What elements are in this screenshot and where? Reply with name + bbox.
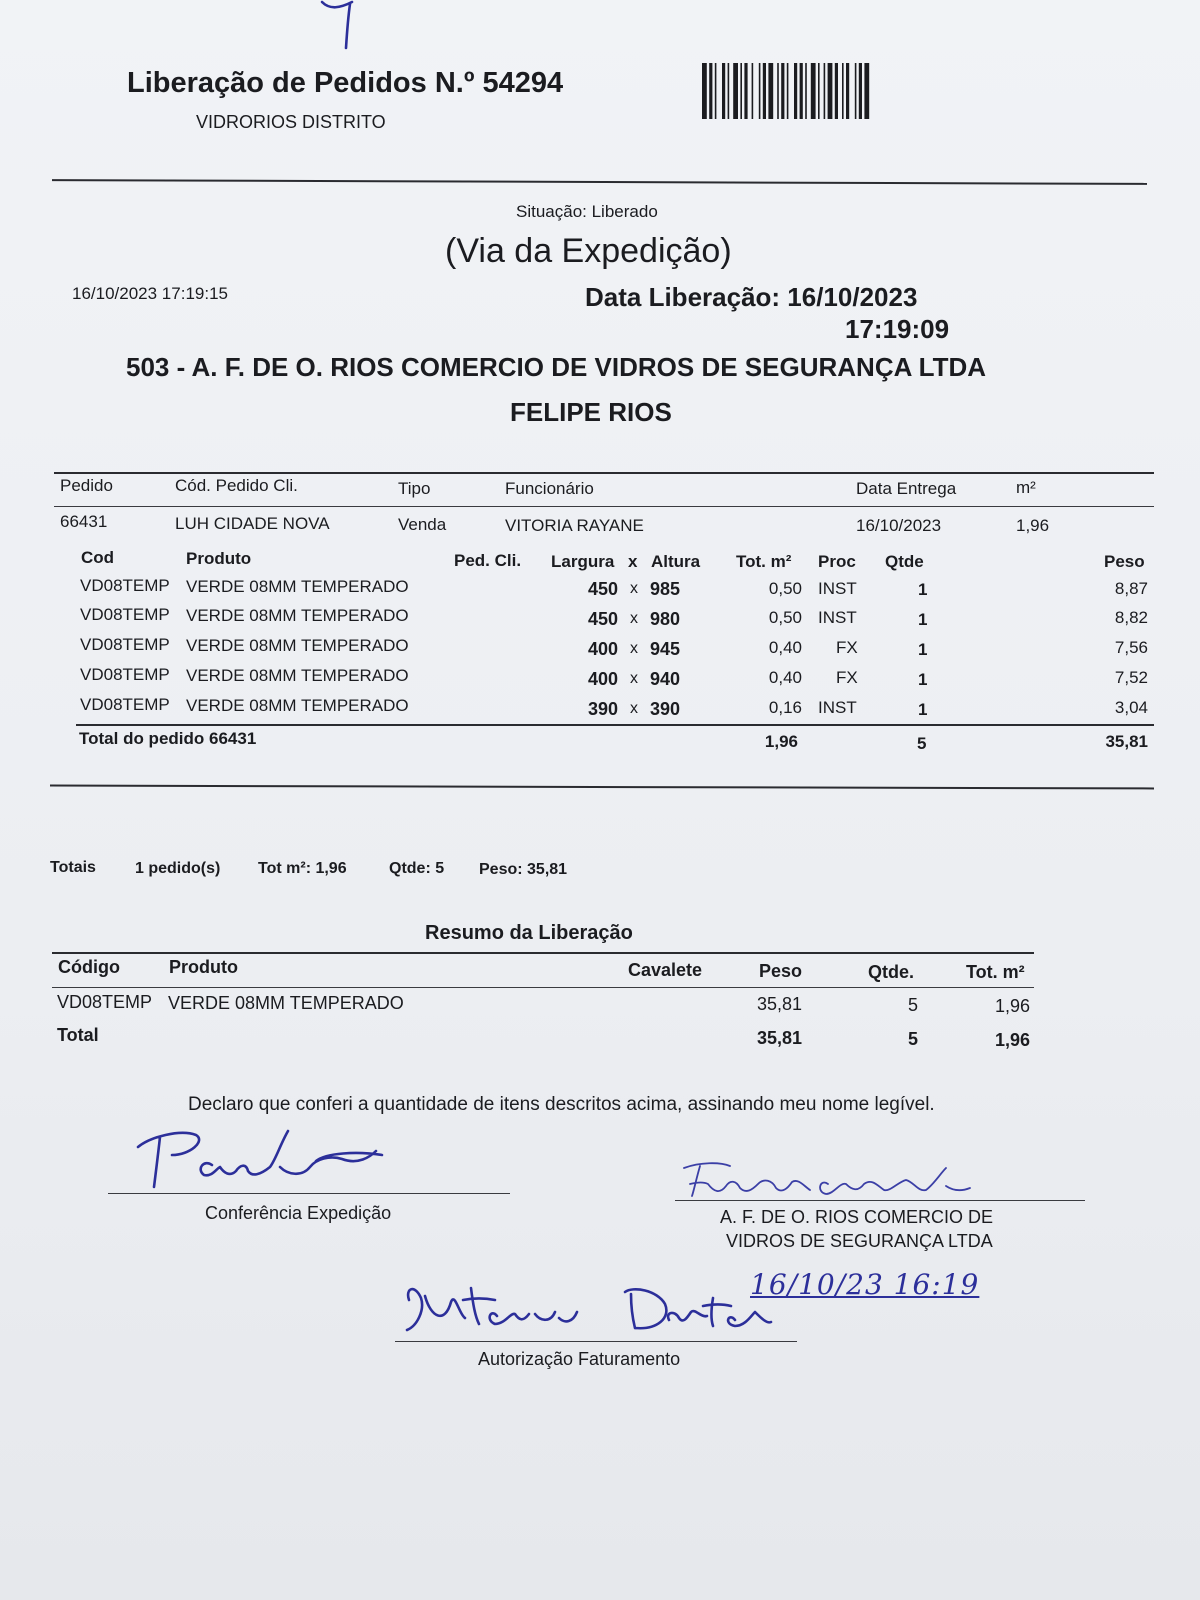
- pen-mark: [310, 0, 400, 55]
- items-col-largura: Largura: [551, 552, 615, 571]
- summary-col-produto: Produto: [169, 957, 238, 977]
- totals-peso: Peso: 35,81: [479, 861, 568, 878]
- status-text: Situação: Liberado: [516, 202, 658, 221]
- item-altura: 985: [650, 579, 681, 599]
- summary-col-cavalete: Cavalete: [628, 960, 703, 980]
- company-label-2: VIDROS DE SEGURANÇA LTDA: [726, 1231, 993, 1251]
- item-peso: 8,82: [1114, 608, 1148, 627]
- order-cod-cli: LUH CIDADE NOVA: [175, 514, 330, 533]
- item-produto: VERDE 08MM TEMPERADO: [186, 636, 409, 655]
- summary-col-qtde: Qtde.: [868, 962, 915, 982]
- section-divider: [50, 785, 1154, 790]
- item-proc: INST: [818, 698, 857, 717]
- item-tot-m2: 0,50: [768, 608, 802, 627]
- item-altura: 980: [650, 609, 681, 629]
- item-altura: 940: [650, 669, 681, 689]
- item-largura: 390: [587, 699, 618, 719]
- order-funcionario: VITORIA RAYANE: [505, 516, 644, 535]
- summary-produto: VERDE 08MM TEMPERADO: [168, 993, 404, 1013]
- item-tot-m2: 0,16: [768, 698, 802, 717]
- col-m2: m²: [1016, 478, 1036, 497]
- signature-autorizacao: [395, 1268, 795, 1348]
- item-qtde: 1: [918, 580, 928, 599]
- order-data-entrega: 16/10/2023: [856, 516, 942, 535]
- item-qtde: 1: [918, 670, 928, 689]
- item-cod: VD08TEMP: [80, 576, 170, 595]
- client-contact: FELIPE RIOS: [510, 397, 672, 427]
- items-col-proc: Proc: [818, 552, 856, 571]
- item-qtde: 1: [918, 640, 928, 659]
- signature-line-bottom: [395, 1341, 797, 1342]
- summary-tot-m2: 1,96: [994, 996, 1030, 1016]
- summary-total-tot-m2: 1,96: [994, 1030, 1030, 1050]
- col-tipo: Tipo: [398, 479, 431, 498]
- item-altura: 390: [650, 699, 681, 719]
- item-largura: 450: [587, 579, 618, 599]
- signature-conferencia: [120, 1115, 420, 1195]
- client-name: 503 - A. F. DE O. RIOS COMERCIO DE VIDROS DE SEGURANÇA LTDA: [126, 352, 987, 382]
- summary-total-label: Total: [57, 1025, 99, 1045]
- order-pedido: 66431: [60, 512, 108, 531]
- signature-company: [680, 1160, 990, 1204]
- item-peso: 7,56: [1114, 638, 1148, 657]
- item-peso: 7,52: [1114, 668, 1148, 687]
- printed-timestamp: 16/10/2023 17:19:15: [72, 284, 228, 303]
- item-proc: INST: [818, 608, 857, 627]
- summary-col-tot-m2: Tot. m²: [966, 962, 1025, 982]
- header-divider: [52, 179, 1147, 185]
- items-col-tot-m2: Tot. m²: [736, 552, 792, 571]
- summary-col-peso: Peso: [759, 961, 803, 981]
- item-x: x: [630, 700, 638, 717]
- summary-col-codigo: Código: [58, 957, 120, 977]
- items-total-rule: [76, 724, 1154, 726]
- item-cod: VD08TEMP: [80, 665, 170, 684]
- item-largura: 400: [587, 639, 618, 659]
- summary-codigo: VD08TEMP: [57, 992, 153, 1012]
- order-table-top-rule: [54, 472, 1154, 474]
- declaration-text: Declaro que conferi a quantidade de itens descritos acima, assinando meu nome legível.: [188, 1094, 935, 1115]
- summary-total-qtde: 5: [907, 1029, 918, 1049]
- item-proc: INST: [818, 579, 857, 598]
- items-col-peso: Peso: [1104, 552, 1145, 571]
- summary-title: Resumo da Liberação: [425, 922, 633, 944]
- item-x: x: [630, 610, 638, 627]
- totals-qtde: Qtde: 5: [389, 860, 445, 877]
- items-col-x: x: [628, 552, 638, 571]
- totals-pedidos: 1 pedido(s): [135, 860, 221, 877]
- item-largura: 450: [587, 609, 618, 629]
- items-col-qtde: Qtde: [885, 552, 924, 571]
- item-cod: VD08TEMP: [80, 635, 170, 654]
- signature-label-conferencia: Conferência Expedição: [205, 1203, 392, 1223]
- totals-m2: Tot m²: 1,96: [258, 860, 347, 877]
- order-m2: 1,96: [1016, 516, 1050, 535]
- summary-header-rule: [52, 987, 1034, 988]
- barcode-icon: [702, 63, 898, 119]
- item-largura: 400: [587, 669, 618, 689]
- signature-label-autorizacao: Autorização Faturamento: [478, 1349, 681, 1369]
- item-proc: FX: [836, 668, 858, 687]
- item-altura: 945: [650, 639, 681, 659]
- order-total-m2: 1,96: [764, 732, 798, 751]
- col-data-entrega: Data Entrega: [856, 479, 957, 498]
- order-total-peso: 35,81: [1105, 732, 1148, 751]
- signature-line-left: [108, 1193, 510, 1194]
- company-name: VIDRORIOS DISTRITO: [196, 112, 386, 132]
- item-qtde: 1: [918, 610, 928, 629]
- release-date: Data Liberação: 16/10/2023: [585, 282, 918, 312]
- item-x: x: [630, 580, 638, 597]
- order-total-label: Total do pedido 66431: [79, 729, 257, 748]
- item-tot-m2: 0,50: [768, 579, 802, 598]
- document-title: Liberação de Pedidos N.º 54294: [127, 67, 564, 99]
- items-col-cod: Cod: [81, 548, 115, 567]
- order-tipo: Venda: [398, 515, 447, 534]
- item-produto: VERDE 08MM TEMPERADO: [186, 696, 409, 715]
- items-col-produto: Produto: [186, 549, 252, 568]
- item-cod: VD08TEMP: [80, 695, 170, 714]
- col-pedido: Pedido: [60, 476, 113, 495]
- summary-top-rule: [52, 952, 1034, 954]
- item-x: x: [630, 670, 638, 687]
- item-proc: FX: [836, 638, 858, 657]
- item-produto: VERDE 08MM TEMPERADO: [186, 666, 409, 685]
- item-tot-m2: 0,40: [768, 638, 802, 657]
- summary-total-peso: 35,81: [756, 1028, 802, 1048]
- company-label-1: A. F. DE O. RIOS COMERCIO DE: [720, 1207, 994, 1227]
- item-peso: 8,87: [1114, 579, 1148, 598]
- totals-label: Totais: [50, 859, 96, 876]
- item-qtde: 1: [918, 700, 928, 719]
- summary-qtde: 5: [907, 995, 918, 1015]
- item-produto: VERDE 08MM TEMPERADO: [186, 577, 409, 596]
- items-col-ped-cli: Ped. Cli.: [454, 551, 522, 570]
- col-cod-pedido-cli: Cód. Pedido Cli.: [175, 476, 298, 495]
- item-tot-m2: 0,40: [768, 668, 802, 687]
- via-label: (Via da Expedição): [445, 232, 732, 270]
- order-table-header-rule: [54, 506, 1154, 507]
- summary-peso: 35,81: [756, 994, 802, 1014]
- handwritten-date: 16/10/23 16:19: [750, 1268, 980, 1301]
- signature-line-right: [675, 1200, 1085, 1201]
- item-cod: VD08TEMP: [80, 605, 170, 624]
- release-time: 17:19:09: [845, 314, 950, 344]
- item-peso: 3,04: [1114, 698, 1148, 717]
- col-funcionario: Funcionário: [505, 479, 594, 498]
- order-total-qtde: 5: [917, 734, 927, 753]
- item-x: x: [630, 640, 638, 657]
- items-col-altura: Altura: [651, 552, 701, 571]
- item-produto: VERDE 08MM TEMPERADO: [186, 606, 409, 625]
